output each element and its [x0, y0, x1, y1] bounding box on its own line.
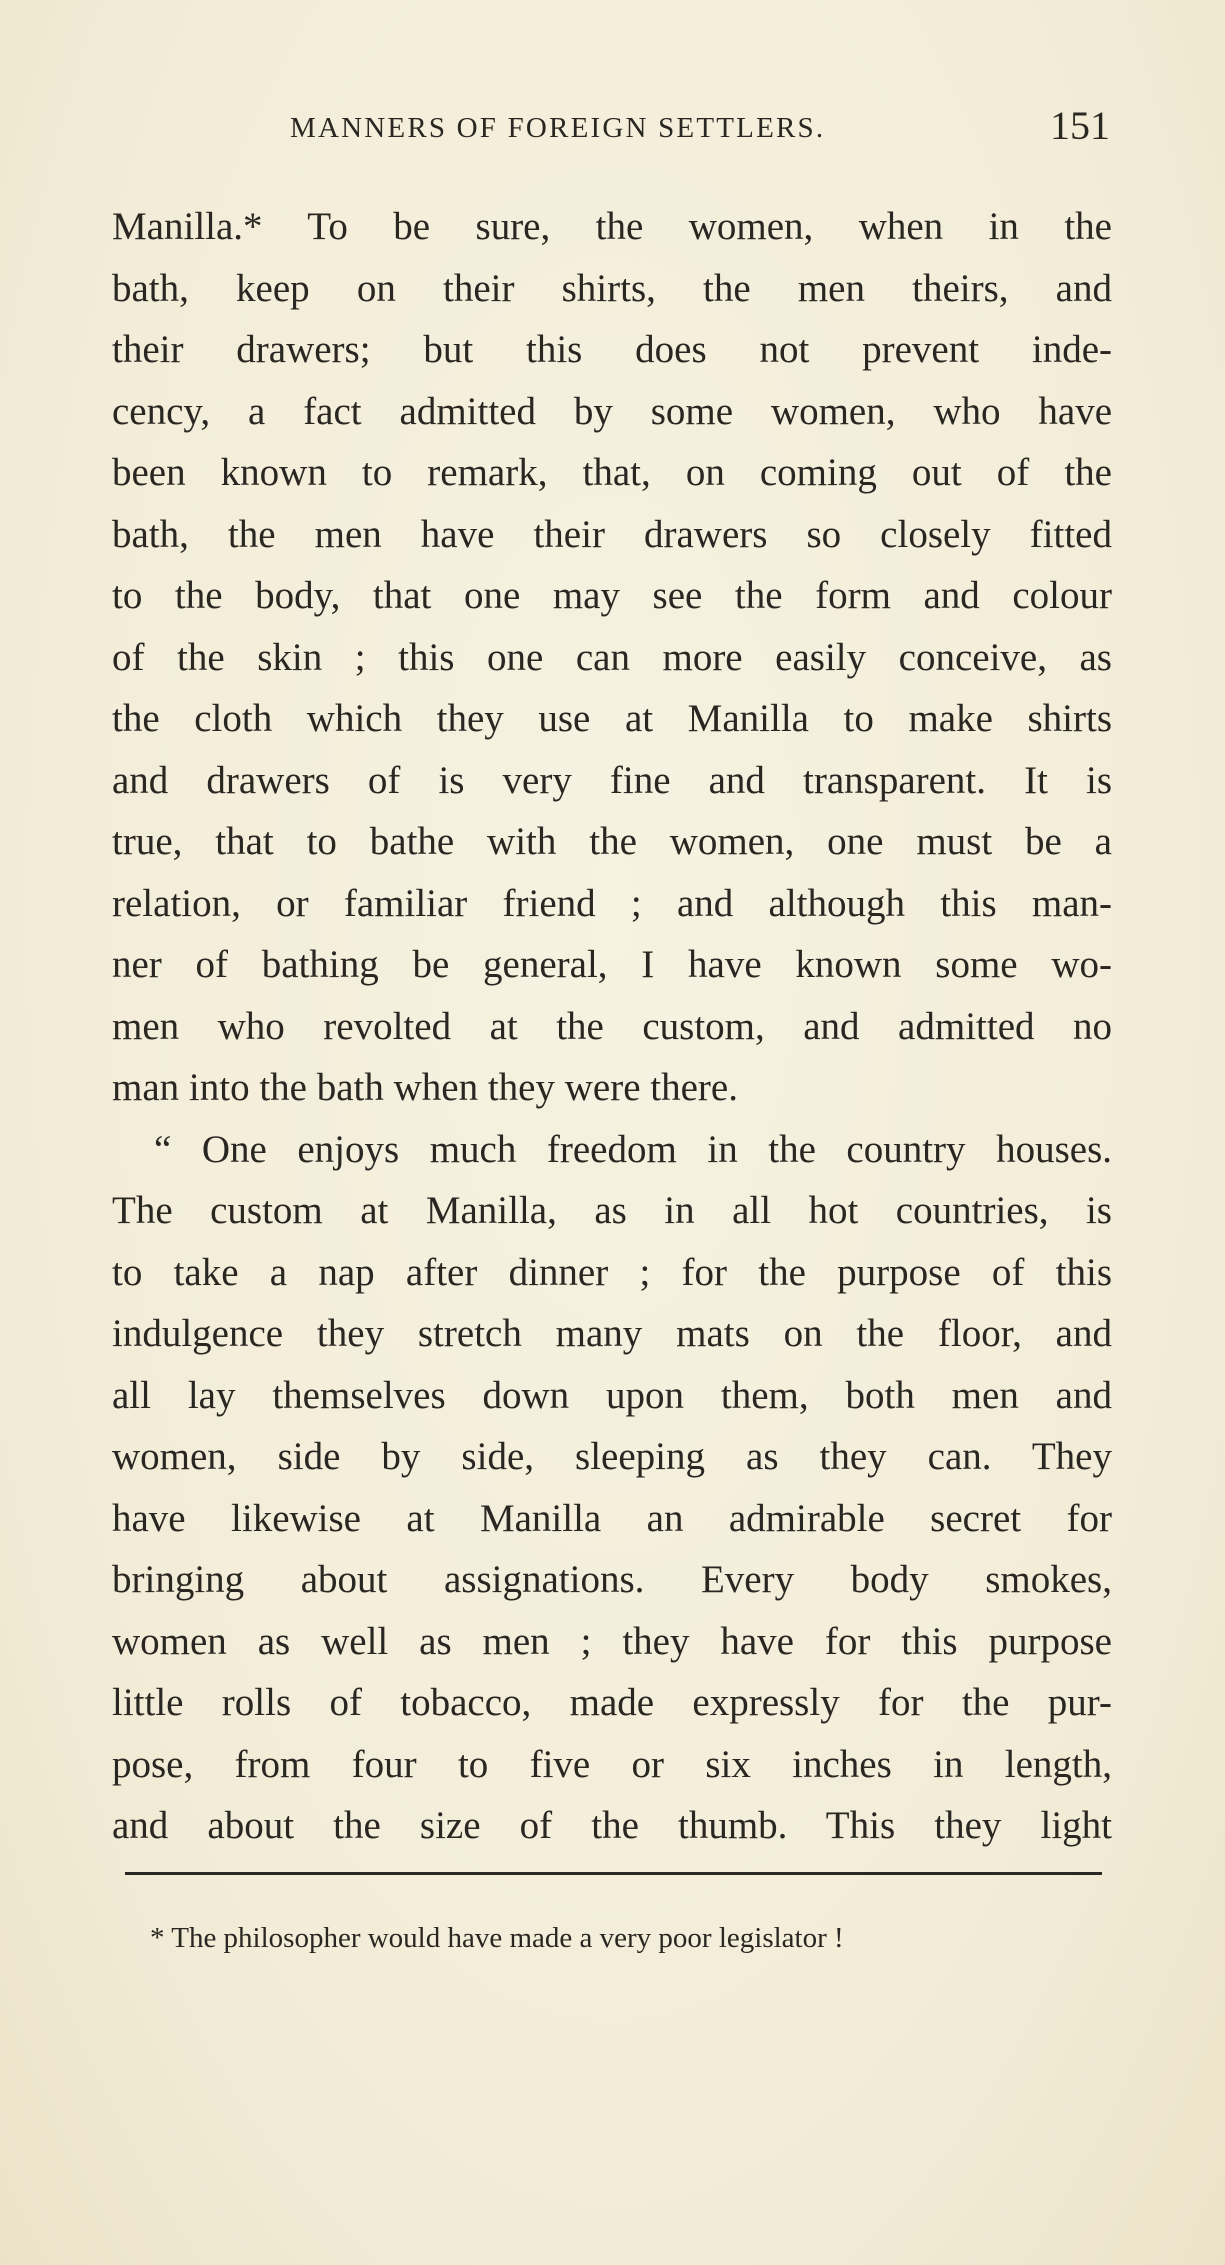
text-line: little rolls of tobacco, made expressly for the pur-: [112, 1681, 1112, 1724]
footnote-divider: [125, 1872, 1102, 1875]
text-line: women as well as men ; they have for this purpose: [112, 1619, 1112, 1663]
page-number: 151: [1050, 103, 1110, 148]
text-line: Manilla.* To be sure, the women, when in the: [112, 205, 1112, 248]
text-line: men who revolted at the custom, and admitted no: [112, 1004, 1112, 1048]
running-head: [290, 98, 1120, 158]
text-line: of the skin ; this one can more easily conceive, as: [112, 635, 1112, 679]
footnote: * The philosopher would have made a very poor legislator !: [150, 1922, 844, 1954]
text-line: to take a nap after dinner ; for the purpose of this: [112, 1250, 1112, 1294]
text-line: relation, or familiar friend ; and although this man-: [112, 881, 1112, 925]
text-line: and drawers of is very fine and transparent. It is: [112, 758, 1112, 802]
running-title: MANNERS OF FOREIGN SETTLERS.: [290, 112, 826, 144]
text-line: The custom at Manilla, as in all hot countries, is: [112, 1189, 1112, 1232]
text-line: bath, keep on their shirts, the men theirs, and: [112, 266, 1112, 310]
text-line: ner of bathing be general, I have known some wo-: [112, 943, 1112, 986]
paragraph-start-line: “ One enjoys much freedom in the country houses.: [154, 1127, 1112, 1171]
body-text: [112, 196, 1112, 1857]
text-line: true, that to bathe with the women, one must be a: [112, 820, 1112, 863]
text-line: pose, from four to five or six inches in length,: [112, 1742, 1112, 1786]
text-line: have likewise at Manilla an admirable secret for: [112, 1496, 1112, 1540]
text-line: been known to remark, that, on coming out of the: [112, 451, 1112, 494]
paragraph-end-line: man into the bath when they were there.: [112, 1066, 738, 1109]
text-line: women, side by side, sleeping as they can. They: [112, 1435, 1112, 1478]
text-line: all lay themselves down upon them, both men and: [112, 1373, 1112, 1417]
text-line: the cloth which they use at Manilla to make shirts: [112, 697, 1112, 740]
text-line: cency, a fact admitted by some women, who have: [112, 389, 1112, 433]
text-line: indulgence they stretch many mats on the floor, and: [112, 1312, 1112, 1355]
text-line: their drawers; but this does not prevent inde-: [112, 328, 1112, 371]
text-line: bringing about assignations. Every body smokes,: [112, 1558, 1112, 1601]
text-line: and about the size of the thumb. This they light: [112, 1804, 1112, 1847]
text-line: to the body, that one may see the form and colour: [112, 574, 1112, 617]
text-line: bath, the men have their drawers so closely fitted: [112, 512, 1112, 556]
